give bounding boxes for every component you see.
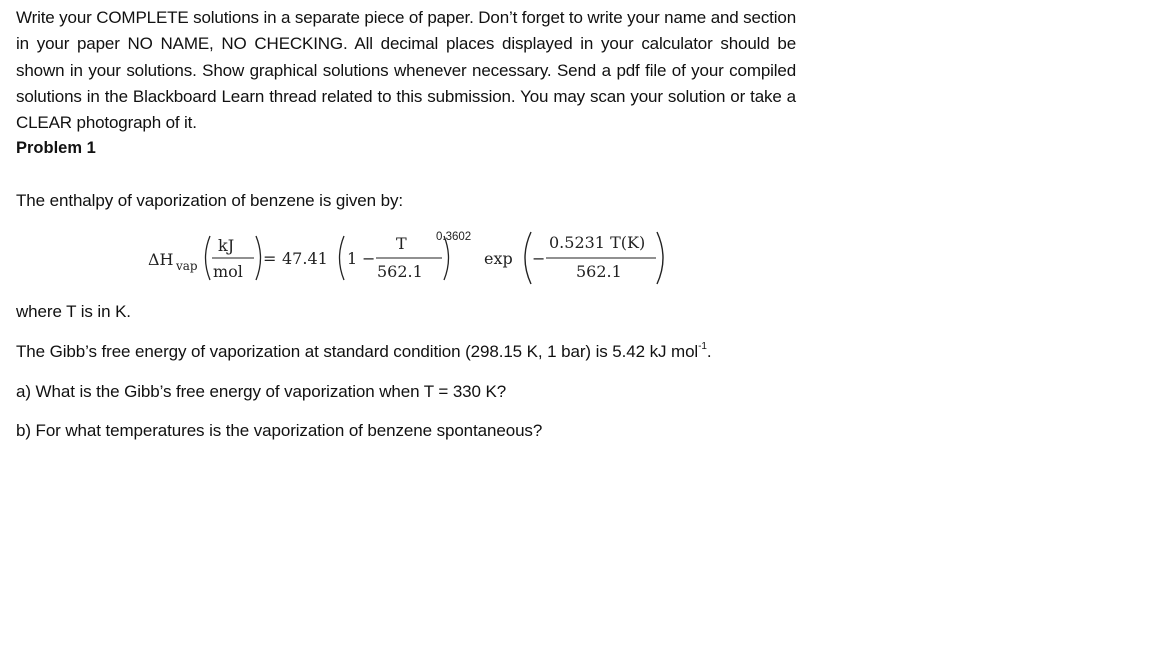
eq-paren-left-3 (525, 232, 531, 284)
eq-minus-1: − (362, 249, 376, 268)
eq-one: 1 (347, 249, 358, 268)
eq-frac2-numerator: 0.5231 T(K) (549, 233, 646, 252)
eq-frac1-denominator: 562.1 (377, 262, 423, 281)
eq-frac1-numerator: T (396, 234, 407, 253)
eq-equals: = (263, 249, 277, 268)
instructions-line-5: You may scan your solution or take a CLEAR photograph of it. (16, 86, 796, 133)
instructions-line-3: calculator should be shown in your solutions. Show graphical solutions whenever necessary. Send (16, 34, 796, 80)
eq-lhs-symbol: ΔH (148, 250, 174, 269)
eq-exponent: 0.3602 (436, 231, 472, 243)
eq-exp-label: exp (484, 249, 513, 268)
gibbs-period: . (706, 342, 712, 361)
problem-heading: Problem 1 (16, 139, 96, 157)
eq-unit-numerator: kJ (218, 236, 235, 255)
instructions-line-1: Write your COMPLETE solutions in a separate piece of paper. Don’t forget to write your name (16, 8, 707, 27)
eq-paren-left-1 (206, 236, 211, 280)
eq-unit-denominator: mol (213, 262, 243, 281)
gibbs-statement (16, 341, 711, 363)
gibbs-text: The Gibb’s free energy of vaporization at standard condition (298.15 K, 1 bar) is 5.42 kJ mol (16, 342, 699, 361)
enthalpy-equation (16, 224, 716, 292)
eq-frac2-denominator: 562.1 (576, 262, 622, 281)
question-a: a) What is the Gibb’s free energy of vaporization when T = 330 K? (16, 382, 507, 401)
where-text: where T is in K. (16, 302, 131, 321)
eq-paren-right-1 (256, 236, 261, 280)
question-b: b) For what temperatures is the vaporization of benzene spontaneous? (16, 421, 543, 440)
eq-coefficient: 47.41 (282, 249, 328, 268)
instructions-paragraph (16, 5, 796, 136)
instructions-line-4: a pdf file of your compiled solutions in the Blackboard Learn thread related to this submission. (16, 60, 796, 106)
enthalpy-equation-svg (16, 224, 716, 292)
eq-paren-right-3 (657, 232, 663, 284)
eq-paren-left-2 (340, 236, 345, 280)
instructions-line-2: and section in your paper NO NAME, NO CHECKING. All decimal places displayed in your (16, 8, 796, 54)
eq-lhs-subscript: vap (176, 259, 198, 273)
equation-intro-text: The enthalpy of vaporization of benzene is given by: (16, 191, 403, 210)
eq-minus-2: − (532, 249, 546, 268)
gibbs-superscript: -1 (698, 341, 707, 352)
document-page (16, 0, 796, 440)
